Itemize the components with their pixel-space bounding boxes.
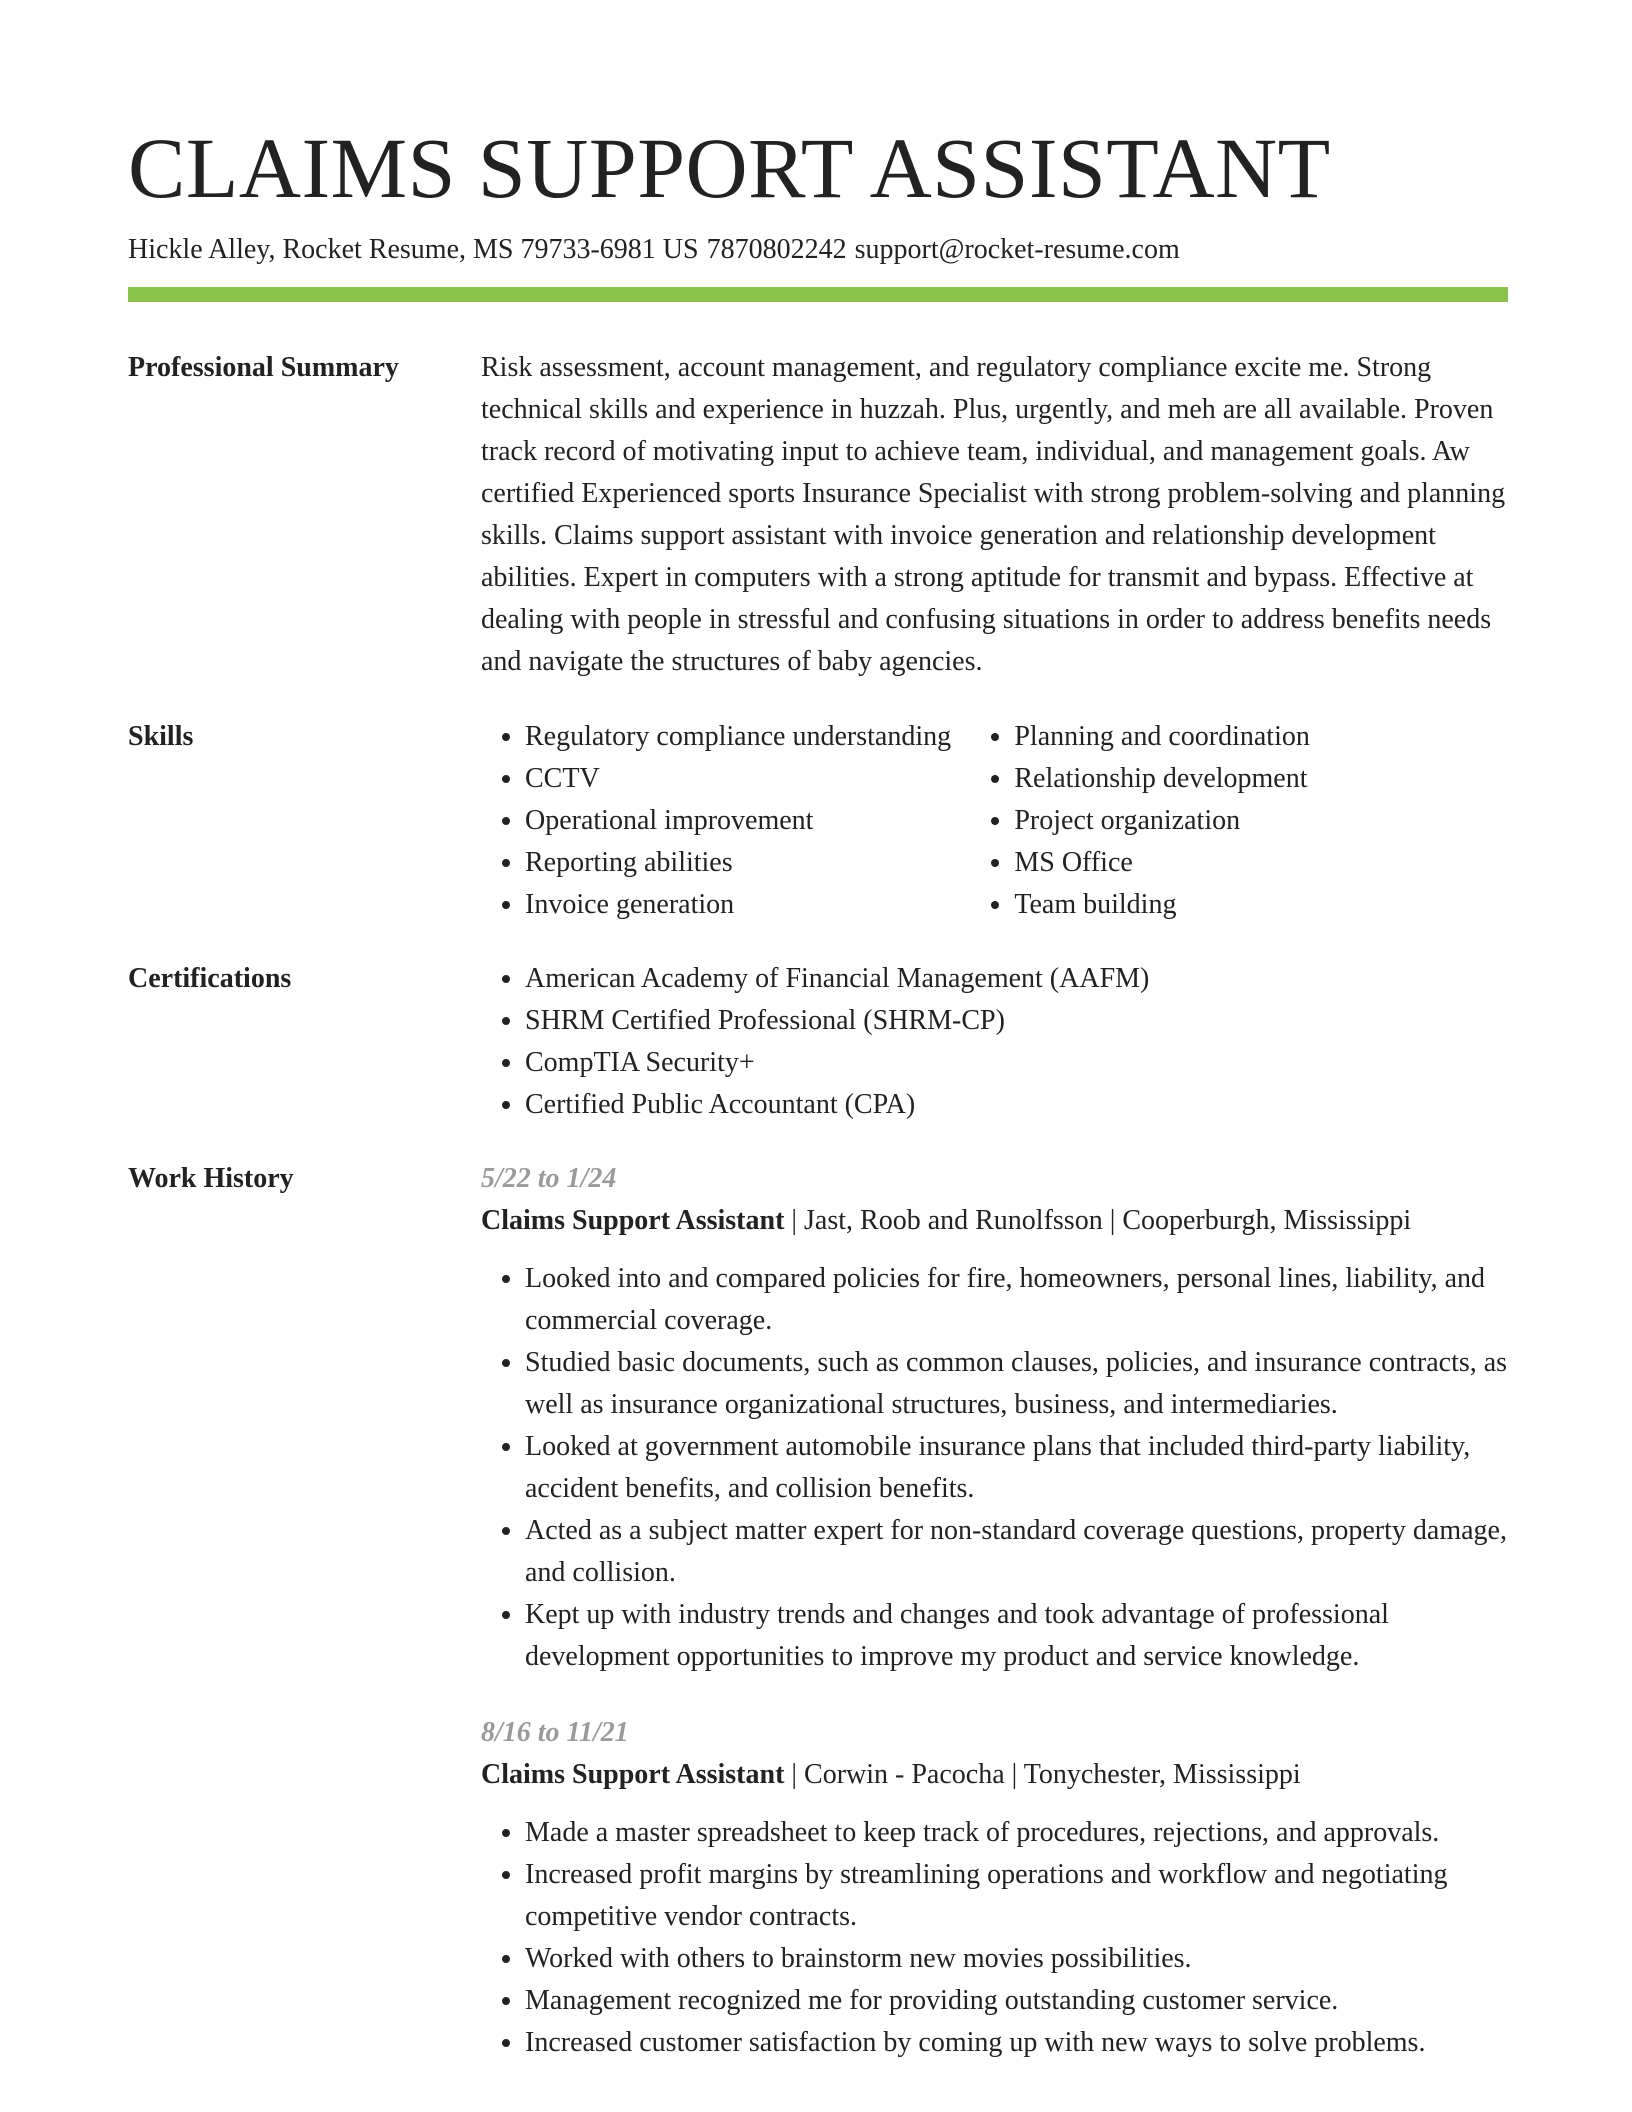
- skill-item: • Operational improvement: [525, 800, 964, 842]
- job-company: Jast, Roob and Runolfsson: [804, 1205, 1103, 1236]
- certification-item: • CompTIA Security+: [525, 1042, 1511, 1084]
- candidate-name: CLAIMS SUPPORT ASSISTANT: [128, 120, 1331, 216]
- skill-item: • MS Office: [1014, 842, 1511, 884]
- job-location: Cooperburgh, Mississippi: [1122, 1205, 1412, 1236]
- job-location: Tonychester, Mississippi: [1023, 1759, 1301, 1790]
- job-entry: [481, 1158, 1511, 1678]
- job-title: Claims Support Assistant: [481, 1759, 785, 1790]
- work-body: [481, 1158, 1511, 2064]
- contact-phone: 7870802242: [706, 234, 847, 265]
- job-bullet: • Looked into and compared policies for fire, homeowners, personal lines, liability, and commercial coverage.: [525, 1258, 1511, 1342]
- summary-text: Risk assessment, account management, and regulatory compliance excite me. Strong technical skills and experience in huzzah. Plus, urgently, and meh are all available. Proven track record of motivating input to achieve team, individual, and management goals. Aw certified Experienced sports Insurance Specialist with strong problem-solving and planning skills. Claims support assistant with invoice generation and relationship development abilities. Expert in computers with a strong aptitude for transmit and bypass. Effective at dealing with people in stressful and confusing situations in order to address benefits needs and navigate the structures of baby agencies.: [481, 352, 1506, 677]
- job-entry: [481, 1712, 1511, 2064]
- summary-heading: Professional Summary: [128, 352, 399, 383]
- contact-line: [128, 232, 1180, 268]
- job-dates: 5/22 to 1/24: [481, 1163, 617, 1194]
- certifications-body: [481, 958, 1511, 1126]
- certifications-heading: Certifications: [128, 963, 292, 994]
- skills-heading: Skills: [128, 721, 194, 752]
- certification-item: • SHRM Certified Professional (SHRM-CP): [525, 1000, 1511, 1042]
- skill-item: • Relationship development: [1014, 758, 1511, 800]
- skill-item: • Project organization: [1014, 800, 1511, 842]
- job-bullet: • Worked with others to brainstorm new movies possibilities.: [525, 1938, 1511, 1980]
- job-bullet: • Management recognized me for providing outstanding customer service.: [525, 1980, 1511, 2022]
- job-bullet: • Studied basic documents, such as common clauses, policies, and insurance contracts, as well as insurance organizational structures, business, and intermediaries.: [525, 1342, 1511, 1426]
- job-bullet: • Made a master spreadsheet to keep track of procedures, rejections, and approvals.: [525, 1812, 1511, 1854]
- contact-address: Hickle Alley, Rocket Resume, MS 79733-6981 US: [128, 234, 699, 265]
- header-divider: [128, 287, 1508, 302]
- certifications-list: [481, 958, 1511, 1126]
- certification-item: • Certified Public Accountant (CPA): [525, 1084, 1511, 1126]
- job-company: Corwin - Pacocha: [804, 1759, 1005, 1790]
- skill-item: • Invoice generation: [525, 884, 964, 926]
- skill-item: • Planning and coordination: [1014, 716, 1511, 758]
- certification-item: • American Academy of Financial Management (AAFM): [525, 958, 1511, 1000]
- skills-body: [481, 716, 1511, 926]
- job-bullet: • Kept up with industry trends and changes and took advantage of professional development opportunities to improve my product and service knowledge.: [525, 1594, 1511, 1678]
- job-bullets: [481, 1258, 1511, 1678]
- skill-item: • Reporting abilities: [525, 842, 964, 884]
- skill-item: • Team building: [1014, 884, 1511, 926]
- job-bullet: • Increased profit margins by streamlining operations and workflow and negotiating competitive vendor contracts.: [525, 1854, 1511, 1938]
- job-dates: 8/16 to 11/21: [481, 1717, 629, 1748]
- job-bullet: • Acted as a subject matter expert for non-standard coverage questions, property damage, and collision.: [525, 1510, 1511, 1594]
- skill-item: • CCTV: [525, 758, 964, 800]
- job-bullets: [481, 1812, 1511, 2064]
- skills-list-right: [964, 716, 1511, 926]
- skills-list-left: [481, 716, 964, 926]
- skill-item: • Regulatory compliance understanding: [525, 716, 964, 758]
- job-title: Claims Support Assistant: [481, 1205, 785, 1236]
- work-heading: Work History: [128, 1163, 294, 1194]
- job-bullet: • Increased customer satisfaction by coming up with new ways to solve problems.: [525, 2022, 1511, 2064]
- summary-body: [481, 347, 1511, 683]
- skills-columns: [481, 716, 1511, 926]
- job-bullet: • Looked at government automobile insurance plans that included third-party liability, accident benefits, and collision benefits.: [525, 1426, 1511, 1510]
- job-heading-line: Claims Support Assistant | Jast, Roob and Runolfsson | Cooperburgh, Mississippi: [481, 1205, 1412, 1236]
- contact-email: support@rocket-resume.com: [854, 234, 1180, 265]
- job-heading-line: Claims Support Assistant | Corwin - Pacocha | Tonychester, Mississippi: [481, 1759, 1301, 1790]
